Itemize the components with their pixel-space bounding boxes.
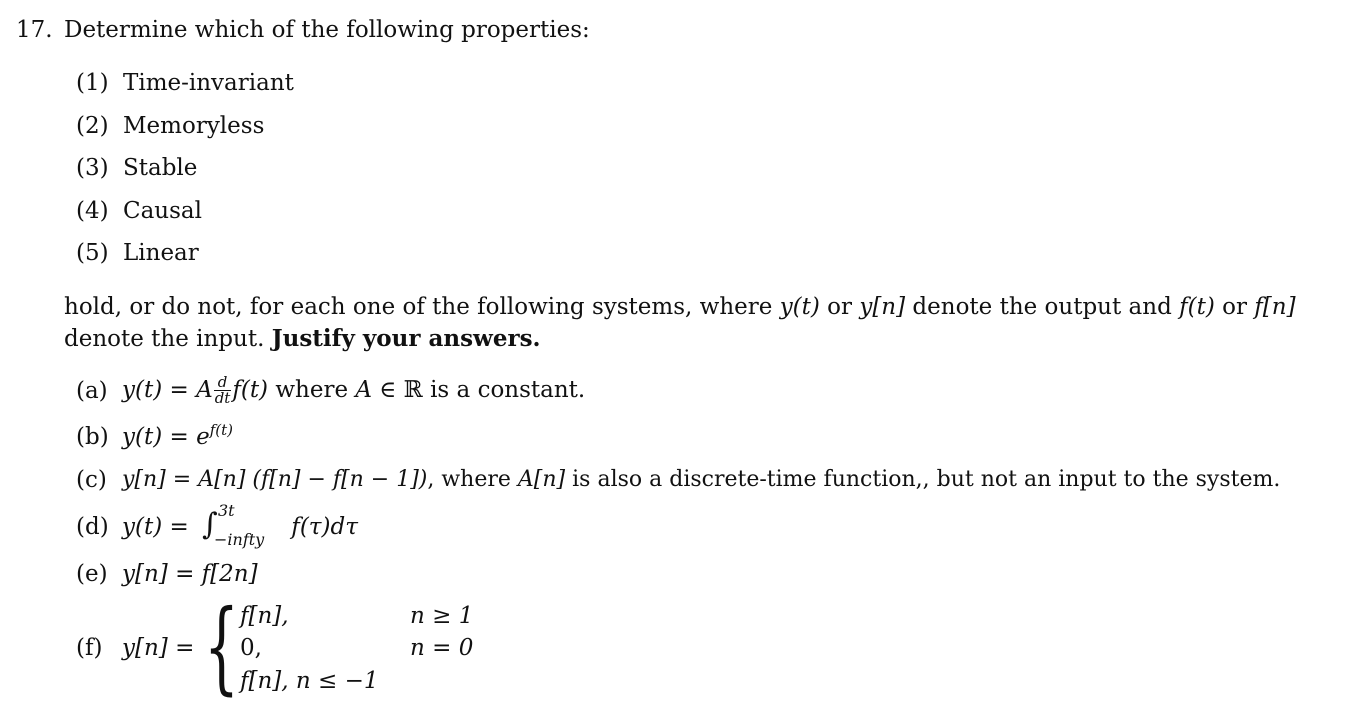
case-condition: n ≥ 1 [410,603,474,629]
hold-text: denote the output and [905,294,1180,320]
case-expression: 0, [240,635,262,661]
system-e-equation: y[n] = f[2n] [122,561,258,587]
case-expression: f[n], n ≤ −1 [240,668,379,694]
hold-paragraph-line2 [64,327,541,351]
equation-tail-var: A[n] [517,467,566,492]
hold-text: or [1214,294,1255,320]
property-label: (3) [76,155,109,181]
equation-lhs: y(t) = A [122,376,213,403]
hold-text: denote the input. [64,326,272,352]
property-label: (5) [76,240,109,266]
equation: y[n] = A[n] (f[n] − f[n − 1]) [122,467,428,492]
integrand: f(τ)dτ [284,514,358,540]
system-label: (f) [76,635,103,661]
hold-text: hold, or do not, for each one of the following systems, where [64,294,780,320]
system-f-lhs: y[n] = [122,635,195,661]
system-d-equation [122,516,196,539]
case-expression: f[n], [240,603,289,629]
equation-tail: is also a discrete-time function,, but not an input to the system. [565,467,1281,492]
input-dt: f[n] [1254,294,1296,320]
system-label: (e) [76,561,108,587]
property-memoryless: Memoryless [123,113,265,139]
output-ct: y(t) [779,294,820,320]
property-label: (2) [76,113,109,139]
system-label: (c) [76,467,107,493]
property-label: (1) [76,70,109,96]
hold-text: or [819,294,860,320]
equation-tail: , where [427,467,518,492]
system-label: (a) [76,378,108,404]
system-b-equation [122,421,233,450]
hold-paragraph-line1 [64,296,1296,319]
property-causal: Causal [123,198,202,224]
problem-number: 17. [16,17,53,43]
property-label: (4) [76,198,109,224]
system-label: (b) [76,424,109,450]
system-a-equation [122,372,585,408]
equation-tail-var: A [355,376,372,403]
equation-lhs: y(t) = [122,514,197,540]
system-label: (d) [76,514,109,540]
equation-rhs: f(t) [232,376,269,403]
equation-tail: where [268,376,356,403]
fraction-numerator: d [214,375,232,391]
derivative-fraction [214,372,232,407]
property-stable: Stable [123,155,198,181]
justify-emphasis: Justify your answers. [271,325,541,352]
output-dt: y[n] [859,294,906,320]
case-condition: n = 0 [410,635,474,661]
integral-lower-limit: −infty [214,530,265,549]
equation-tail: ∈ ℝ is a constant. [372,376,586,403]
property-time-invariant: Time-invariant [123,70,294,96]
input-ct: f(t) [1179,294,1215,320]
exponent: f(t) [209,421,233,439]
cases-brace: { [204,588,239,705]
system-c-equation [122,469,1280,491]
fraction-denominator: dt [214,388,231,407]
problem-intro: Determine which of the following properties: [64,17,590,43]
equation-lhs: y(t) = e [122,424,210,450]
integral-upper-limit: 3t [218,501,235,520]
property-linear: Linear [123,240,199,266]
integral-sign: ∫ [202,507,218,542]
